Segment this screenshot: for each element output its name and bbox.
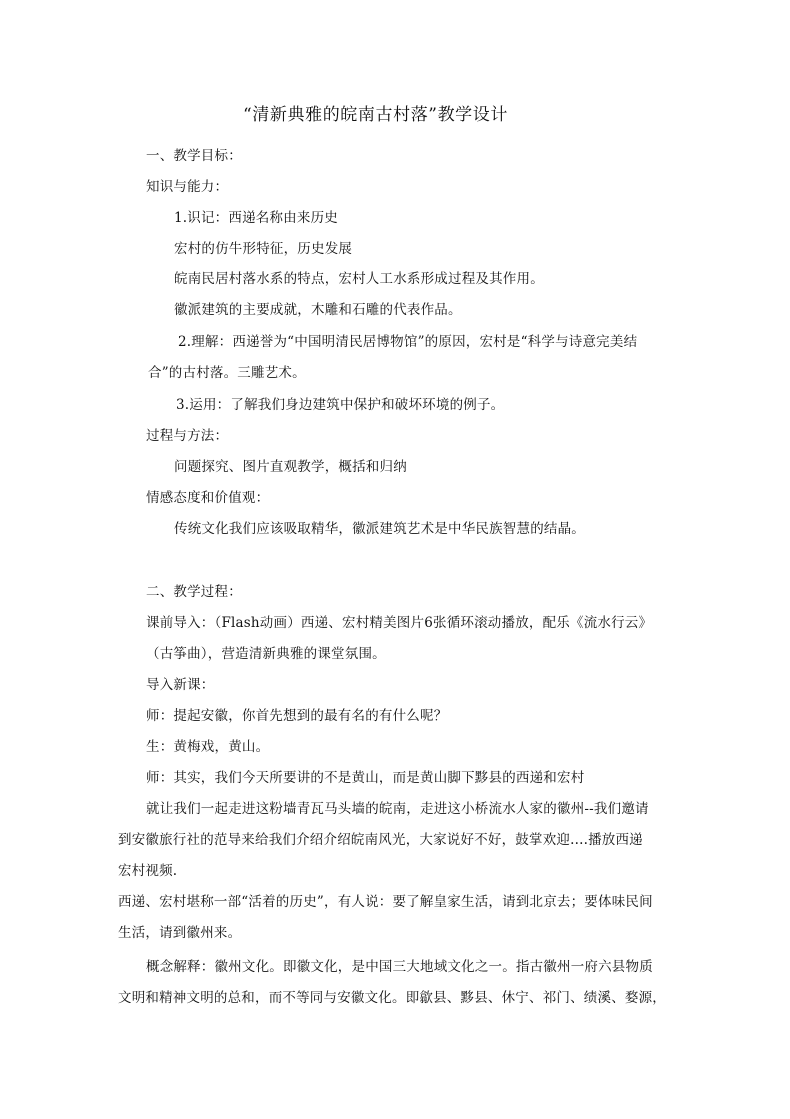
teacher-line-1: 师：提起安徽，你首先想到的最有名的有什么呢？ — [146, 708, 448, 724]
knowledge-item-1: 1.识记：西递名称由来历史 — [174, 210, 338, 226]
process-label: 过程与方法： — [146, 428, 229, 444]
paragraph-3-line-1: 概念解释：徽州文化。即徽文化，是中国三大地域文化之一。指古徽州一府六县物质 — [146, 959, 653, 975]
pre-intro-line-1: 课前导入：（Flash动画）西递、宏村精美图片6张循环滚动播放，配乐《流水行云》 — [146, 615, 653, 631]
document-title: “清新典雅的皖南古村落”教学设计 — [243, 105, 508, 125]
values-label: 情感态度和价值观： — [146, 490, 270, 506]
knowledge-item-1-line-4: 徽派建筑的主要成就，木雕和石雕的代表作品。 — [174, 302, 462, 318]
knowledge-label: 知识与能力： — [146, 179, 229, 195]
knowledge-item-1-line-2: 宏村的仿牛形特征，历史发展 — [174, 241, 353, 257]
paragraph-1-line-3: 宏村视频. — [118, 863, 178, 879]
paragraph-2-line-1: 西递、宏村堪称一部“活着的历史”，有人说：要了解皇家生活，请到北京去；要体味民间 — [118, 894, 653, 910]
student-line-1: 生：黄梅戏，黄山。 — [146, 739, 270, 755]
paragraph-1-line-2: 到安徽旅行社的范导来给我们介绍介绍皖南风光，大家说好不好，鼓掌欢迎....播放西递 — [118, 832, 643, 848]
knowledge-item-3: 3.运用：了解我们身边建筑中保护和破坏环境的例子。 — [176, 397, 505, 413]
section-heading-process: 二、教学过程： — [146, 584, 242, 600]
paragraph-2-line-2: 生活，请到徽州来。 — [118, 925, 242, 941]
new-lesson-label: 导入新课： — [146, 677, 215, 693]
values-text: 传统文化我们应该吸取精华，徽派建筑艺术是中华民族智慧的结晶。 — [174, 521, 585, 537]
knowledge-item-2-line-2: 合”的古村落。三雕艺术。 — [148, 365, 306, 381]
section-heading-objectives: 一、教学目标： — [146, 148, 242, 164]
teacher-line-2: 师：其实，我们今天所要讲的不是黄山，而是黄山脚下黟县的西递和宏村 — [146, 770, 585, 786]
knowledge-item-1-line-3: 皖南民居村落水系的特点，宏村人工水系形成过程及其作用。 — [174, 271, 544, 287]
pre-intro-line-2: （古筝曲），营造清新典雅的课堂氛围。 — [146, 646, 386, 662]
knowledge-item-2-line-1: 2.理解：西递誉为“中国明清民居博物馆”的原因，宏村是“科学与诗意完美结 — [178, 334, 638, 350]
paragraph-3-line-2: 文明和精神文明的总和，而不等同与安徽文化。即歙县、黟县、休宁、祁门、绩溪、婺源， — [118, 990, 666, 1006]
process-text: 问题探究、图片直观教学，概括和归纳 — [174, 459, 407, 475]
paragraph-1-line-1: 就让我们一起走进这粉墙青瓦马头墙的皖南，走进这小桥流水人家的徽州--我们邀请 — [146, 801, 649, 817]
